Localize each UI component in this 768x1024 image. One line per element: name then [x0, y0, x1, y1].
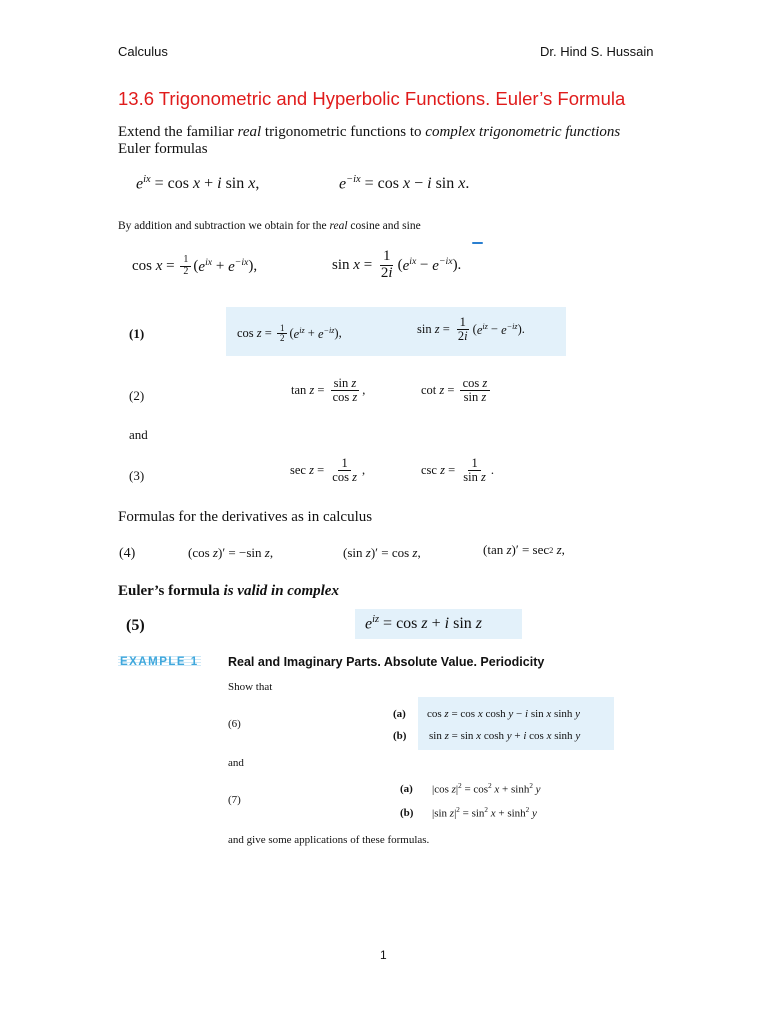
eq7-part-a-formula: |cos $z|^2 = \cos^2 x + \sinh^2 y$ [432, 782, 541, 796]
tangent-formula: tan z = $\frac{\text{sin z}}{\text{cos z}}$ , [291, 376, 366, 405]
cotangent-formula: cot z = $\frac{\text{cos z}}{\text{sin z}}$ [421, 377, 492, 404]
intro-paragraph: Extend the familiar real trigonometric functions to complex trigonometric functions [118, 124, 621, 140]
secant-formula: sec z = $\frac{1}{\text{cos z}}$ , [290, 456, 366, 485]
show-that-text: Show that [228, 681, 273, 693]
real-sine-formula: sin x = $\frac{1}{2i}$ ( $e^{ix}$ − $e^{-ix}$ ). [332, 248, 462, 281]
real-cosine-formula: cos x = $\frac{1}{2}$ ( $e^{ix}$ + $e^{-ix}$ ), [132, 254, 258, 277]
equation-label-2: (2) [129, 388, 145, 403]
euler-formulas-heading: Euler formulas [118, 141, 208, 157]
eq6-part-a-label: (a) [393, 708, 406, 720]
derivative-sine: (sin z )′ = cos z , [343, 545, 421, 560]
euler-complex-text: Euler’s formula is valid in complex [118, 583, 339, 599]
equation-label-1: (1) [129, 326, 145, 341]
closing-text: and give some applications of these formulas. [228, 834, 430, 846]
header-author: Dr. Hind S. Hussain [540, 44, 654, 59]
and-text: and [129, 427, 148, 442]
addition-subtraction-text: By addition and subtraction we obtain for the real cosine and sine [118, 220, 421, 232]
eq7-part-b-formula: |sin $z|^2 = \sin^2 x + \sinh^2 y$ [432, 806, 537, 820]
euler-formula-positive: $e^{ix}$ = cos x + i sin x , [136, 174, 260, 193]
eq6-part-a-formula: cos z = cos x cosh y − i sin x sinh y [427, 708, 581, 720]
example-tag: EXAMPLE 1 [120, 656, 199, 668]
header-course: Calculus [118, 44, 168, 59]
complex-sine-formula: sin z = $\frac{1}{2i}$ ( $e^{iz}$ − $e^{-iz}$ ). [417, 315, 525, 344]
and-text-2: and [228, 757, 244, 769]
example-title: Real and Imaginary Parts. Absolute Value. Periodicity [228, 655, 545, 669]
euler-complex-formula: $e^{iz}$ = cos z + i sin z [365, 614, 483, 633]
derivative-tangent: (tan z )′ = sec 2 z , [483, 542, 565, 557]
eq7-part-a-label: (a) [400, 783, 413, 795]
equation-label-5: (5) [126, 617, 145, 634]
derivatives-text: Formulas for the derivatives as in calculus [118, 509, 373, 525]
blue-mark-decoration [472, 242, 483, 244]
page-number: 1 [380, 948, 387, 962]
equation-label-4: (4) [119, 546, 136, 561]
eq6-part-b-label: (b) [393, 730, 407, 742]
eq6-part-b-formula: sin z = sin x cosh y + i cos x sinh y [429, 730, 581, 742]
equation-label-7: (7) [228, 794, 241, 806]
equation-label-3: (3) [129, 468, 145, 483]
derivative-cosine: (cos z )′ = −sin z , [188, 545, 274, 560]
euler-formula-negative: $e^{-ix}$ = cos x − i sin x . [339, 174, 470, 193]
cosecant-formula: csc z = $\frac{1}{\text{sin z}}$ . [421, 456, 494, 485]
eq7-part-b-label: (b) [400, 807, 414, 819]
section-title: 13.6 Trigonometric and Hyperbolic Functions. Euler’s Formula [118, 88, 626, 109]
equation-6-highlight [418, 697, 614, 750]
equation-label-6: (6) [228, 718, 241, 730]
complex-cosine-formula: cos z = $\frac{1}{2}$ ( $e^{iz}$ + $e^{-iz}$ ), [237, 323, 342, 344]
